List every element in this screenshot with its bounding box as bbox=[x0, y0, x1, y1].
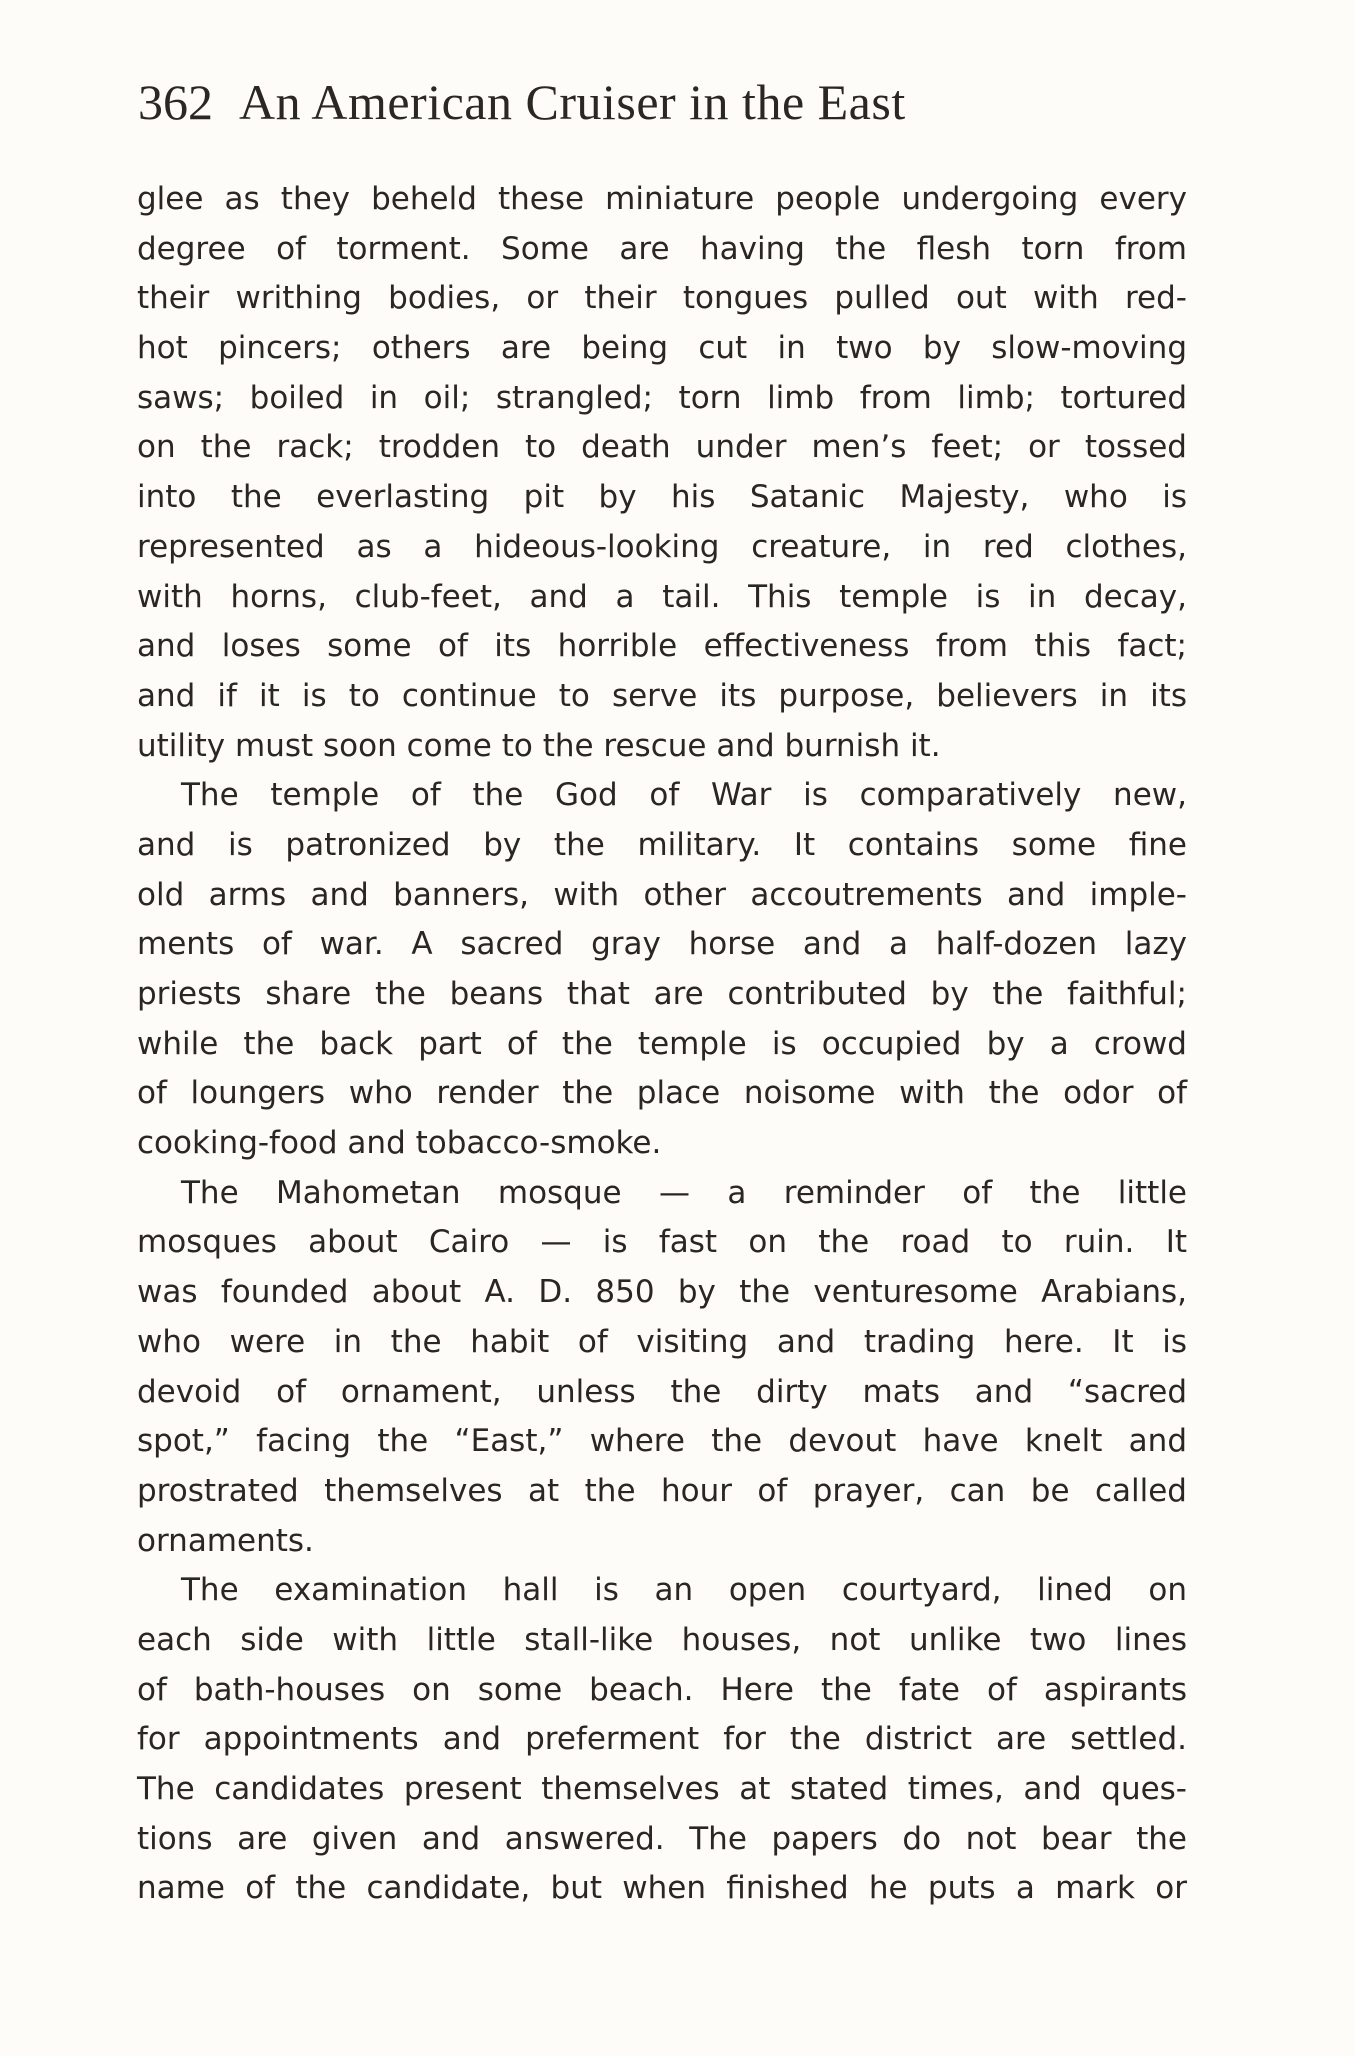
text-line: and if it is to continue to serve its purpose, believers in its bbox=[137, 677, 1187, 714]
text-line: tions are given and answered. The papers do not bear the bbox=[137, 1820, 1187, 1857]
text-line: with horns, club-feet, and a tail. This temple is in decay, bbox=[137, 578, 1187, 615]
text-line: devoid of ornament, unless the dirty mats and “sacred bbox=[137, 1373, 1187, 1410]
text-line: The examination hall is an open courtyard, lined on bbox=[181, 1572, 1187, 1609]
text-line: degree of torment. Some are having the flesh torn from bbox=[137, 230, 1187, 267]
text-line: priests share the beans that are contributed by the faithful; bbox=[137, 976, 1187, 1012]
text-line: saws; boiled in oil; strangled; torn limb from limb; tortured bbox=[137, 379, 1187, 416]
running-head bbox=[138, 72, 1218, 132]
text-line: prostrated themselves at the hour of prayer, can be called bbox=[137, 1472, 1187, 1509]
text-line: for appointments and preferment for the district are settled. bbox=[137, 1721, 1187, 1758]
paragraph-4 bbox=[137, 1566, 1187, 1914]
paragraph-3 bbox=[137, 1169, 1187, 1567]
text-line: utility must soon come to the rescue and burnish it. bbox=[137, 727, 941, 764]
paragraph-1 bbox=[137, 175, 1187, 771]
text-line: glee as they beheld these miniature people undergoing every bbox=[137, 181, 1187, 217]
text-line: on the rack; trodden to death under men’s feet; or tossed bbox=[137, 429, 1187, 466]
text-line: of loungers who render the place noisome with the odor of bbox=[137, 1075, 1187, 1112]
text-line: The candidates present themselves at stated times, and ques- bbox=[137, 1771, 1187, 1807]
text-line: who were in the habit of visiting and trading here. It is bbox=[137, 1323, 1187, 1360]
body-text bbox=[137, 175, 1187, 1914]
text-line: cooking-food and tobacco-smoke. bbox=[137, 1125, 662, 1162]
text-line: The temple of the God of War is comparatively new, bbox=[181, 777, 1187, 814]
text-line: and is patronized by the military. It contains some fine bbox=[137, 826, 1187, 863]
text-line: of bath-houses on some beach. Here the fate of aspirants bbox=[137, 1671, 1187, 1708]
text-line: The Mahometan mosque — a reminder of the little bbox=[181, 1174, 1187, 1211]
text-line: ornaments. bbox=[137, 1522, 314, 1559]
paragraph-2 bbox=[137, 771, 1187, 1169]
text-line: their writhing bodies, or their tongues pulled out with red- bbox=[137, 280, 1187, 317]
text-line: represented as a hideous-looking creature, in red clothes, bbox=[137, 528, 1187, 565]
text-line: each side with little stall-like houses, not unlike two lines bbox=[137, 1621, 1187, 1658]
text-line: spot,” facing the “East,” where the devout have knelt and bbox=[137, 1423, 1187, 1460]
text-line: hot pincers; others are being cut in two by slow-moving bbox=[137, 330, 1187, 367]
text-line: while the back part of the temple is occupied by a crowd bbox=[137, 1025, 1187, 1062]
text-line: ments of war. A sacred gray horse and a half-dozen lazy bbox=[137, 926, 1187, 963]
text-line: name of the candidate, but when finished he puts a mark or bbox=[137, 1870, 1187, 1907]
text-line: was founded about A. D. 850 by the venturesome Arabians, bbox=[137, 1274, 1187, 1311]
book-title: An American Cruiser in the East bbox=[239, 74, 906, 130]
text-line: and loses some of its horrible effectiveness from this fact; bbox=[137, 628, 1187, 665]
text-line: mosques about Cairo — is fast on the road to ruin. It bbox=[137, 1224, 1187, 1261]
text-line: old arms and banners, with other accoutrements and imple- bbox=[137, 876, 1187, 913]
page-number: 362 bbox=[138, 74, 213, 130]
text-line: into the everlasting pit by his Satanic Majesty, who is bbox=[137, 479, 1187, 516]
